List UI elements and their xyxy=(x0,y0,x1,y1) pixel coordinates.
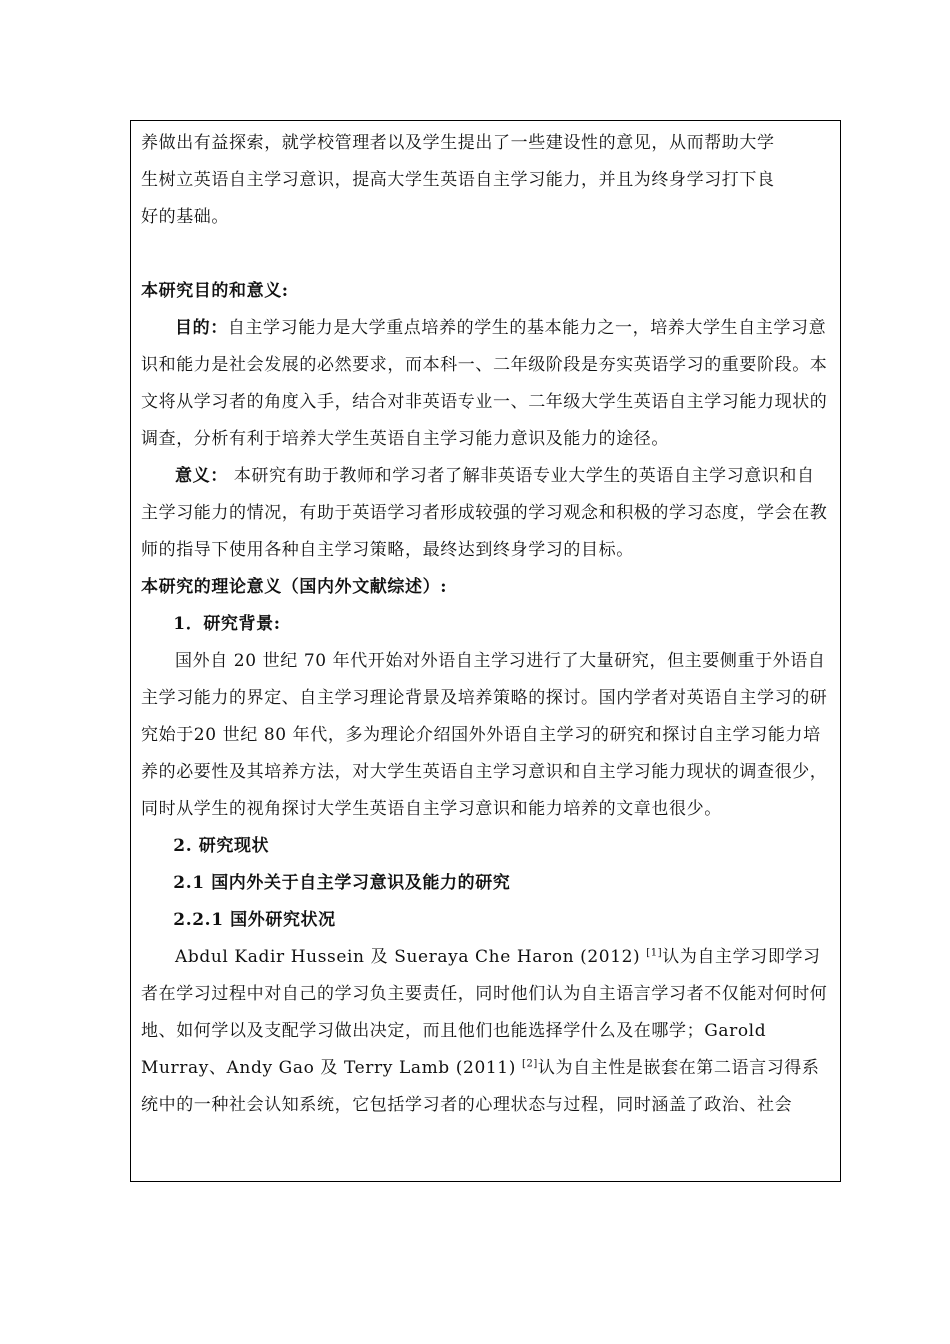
purpose-heading: 本研究目的和意义: xyxy=(141,281,289,301)
section21-heading: 2.1 国内外关于自主学习意识及能力的研究 xyxy=(173,873,511,893)
significance-label: 意义： xyxy=(175,466,228,486)
para221-part2: 认为自主学习即学习者在学习过程中对自己的学习负主要责任，同时他们认为自主语言学习者不仅能对何时何地、如何学以及支配学习做出决定，而且他们也能选择学什么及在哪学；Garold Murray、Andy Gao 及 Terry Lamb (2011) xyxy=(141,947,828,1078)
theory-heading: 本研究的理论意义（国内外文献综述）: xyxy=(141,577,448,597)
blank-line xyxy=(141,236,831,273)
intro-line: 好的基础。 xyxy=(141,207,229,227)
reference-1: [1] xyxy=(646,947,663,959)
section1-paragraph: 国外自 20 世纪 70 年代开始对外语自主学习进行了大量研究，但主要侧重于外语自主学习能力的界定、自主学习理论背景及培养策略的探讨。国内学者对英语自主学习的研究始于20 世纪 80 年代，多为理论介绍国外外语自主学习的研究和探讨自主学习能力培养的必要性及其培养方法，对大学生英语自主学习意识和自主学习能力现状的调查很少，同时从学生的视角探讨大学生英语自主学习意识和能力培养的文章也很少。 xyxy=(141,651,828,819)
document-body xyxy=(141,125,831,1124)
significance-paragraph xyxy=(141,458,831,569)
table-cell-frame xyxy=(130,120,841,1182)
section1-heading: 1．研究背景: xyxy=(173,614,281,634)
intro-line: 养做出有益探索，就学校管理者以及学生提出了一些建设性的意见，从而帮助大学 xyxy=(141,133,775,153)
para221-part3: 认为自主性是嵌套在第二语言习得系统中的一种社会认知系统，它包括学习者的心理状态与过程，同时涵盖了政治、社会 xyxy=(141,1058,820,1115)
goal-paragraph xyxy=(141,310,831,458)
para221-part1: Abdul Kadir Hussein 及 Sueraya Che Haron (2012) xyxy=(175,947,647,967)
intro-line: 生树立英语自主学习意识，提高大学生英语自主学习能力，并且为终身学习打下良 xyxy=(141,170,775,190)
reference-2: [2] xyxy=(521,1058,538,1070)
goal-label: 目的： xyxy=(175,318,228,338)
section221-paragraph xyxy=(141,939,831,1124)
section221-heading: 2.2.1 国外研究状况 xyxy=(173,910,336,930)
significance-text: 本研究有助于教师和学习者了解非英语专业大学生的英语自主学习意识和自主学习能力的情况，有助于英语学习者形成较强的学习观念和积极的学习态度，学会在教师的指导下使用各种自主学习策略，最终达到终身学习的目标。 xyxy=(141,466,828,560)
goal-text: 自主学习能力是大学重点培养的学生的基本能力之一，培养大学生自主学习意识和能力是社会发展的必然要求，而本科一、二年级阶段是夯实英语学习的重要阶段。本文将从学习者的角度入手，结合对非英语专业一、二年级大学生英语自主学习能力现状的调查，分析有利于培养大学生英语自主学习能力意识及能力的途径。 xyxy=(141,318,828,449)
section2-heading: 2. 研究现状 xyxy=(173,836,270,856)
